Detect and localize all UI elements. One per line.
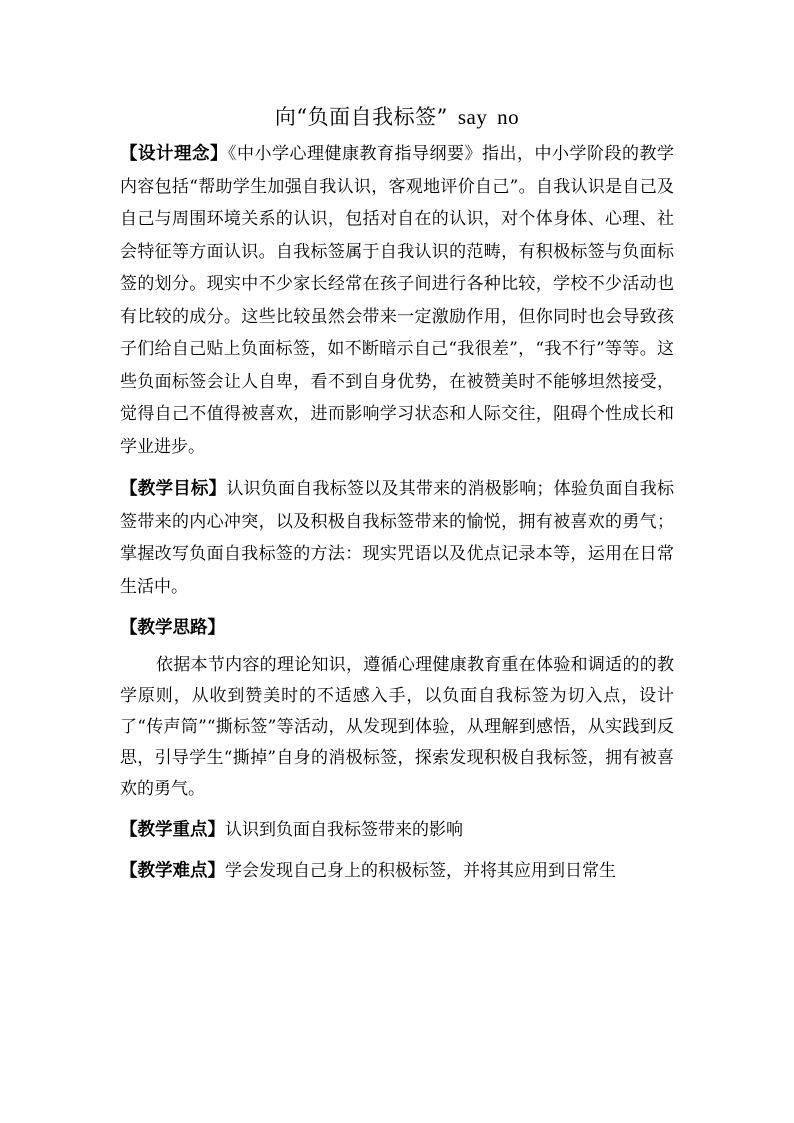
teaching-goals-paragraph — [120, 473, 674, 603]
section-key-point — [120, 815, 674, 846]
teaching-approach-heading: 【教学思路】 — [120, 618, 225, 638]
teaching-goals-body: 认识负面自我标签以及其带来的消极影响；体验负面自我标签带来的内心冲突，以及积极自我标签带来的愉悦，拥有被喜欢的勇气；掌握改写负面自我标签的方法：现实咒语以及优点记录本等，运用在日常生活中。 — [120, 479, 675, 597]
section-teaching-goals — [120, 473, 674, 603]
key-point-paragraph — [120, 815, 674, 846]
design-concept-paragraph — [120, 138, 674, 463]
key-point-body: 认识到负面自我标签带来的影响 — [225, 820, 463, 840]
difficulty-heading: 【教学难点】 — [120, 861, 225, 881]
title-chinese: 向“负面自我标签” — [274, 105, 448, 129]
teaching-approach-body: 依据本节内容的理论知识，遵循心理健康教育重在体验和调适的的教学原则，从收到赞美时的不适感入手，以负面自我标签为切入点，设计了“传声筒”“撕标签”等活动，从发现到体验，从理解到感悟，从实践到反思，引导学生“撕掉”自身的消极标签，探索发现积极自我标签，拥有被喜欢的勇气。 — [120, 655, 674, 799]
design-concept-heading: 【设计理念】 — [120, 144, 228, 164]
difficulty-body: 学会发现自己身上的积极标签，并将其应用到日常生 — [225, 861, 616, 881]
document-title — [120, 100, 674, 134]
teaching-approach-heading-line — [120, 613, 674, 644]
title-english: say no — [457, 105, 520, 129]
difficulty-paragraph — [120, 856, 674, 887]
section-difficulty — [120, 856, 674, 887]
section-teaching-approach — [120, 613, 674, 805]
key-point-heading: 【教学重点】 — [120, 820, 225, 840]
section-design-concept — [120, 138, 674, 463]
teaching-goals-heading: 【教学目标】 — [120, 479, 227, 499]
design-concept-body: 《中小学心理健康教育指导纲要》指出，中小学阶段的教学内容包括“帮助学生加强自我认识，客观地评价自己”。自我认识是自己及自己与周围环境关系的认识，包括对自在的认识，对个体身体、心理、社会特征等方面认识。自我标签属于自我认识的范畴，有积极标签与负面标签的划分。现实中不少家长经常在孩子间进行各种比较，学校不少活动也有比较的成分。这些比较虽然会带来一定激励作用，但你同时也会导致孩子们给自己贴上负面标签，如不断暗示自己“我很差”，“我不行”等等。这些负面标签会让人自卑，看不到自身优势，在被赞美时不能够坦然接受，觉得自己不值得被喜欢，进而影响学习状态和人际交往，阻碍个性成长和学业进步。 — [120, 144, 674, 457]
